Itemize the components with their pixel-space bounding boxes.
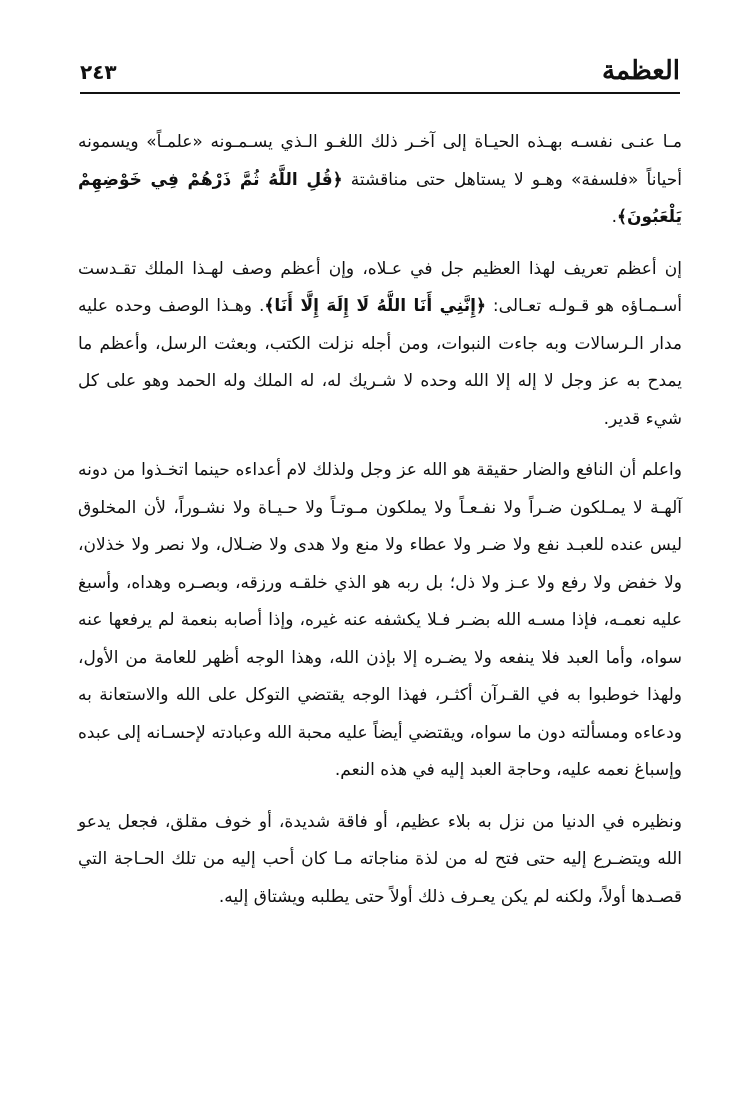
quran-verse: ﴿قُلِ اللَّهُ ثُمَّ ذَرْهُمْ فِي خَوْضِهِمْ يَلْعَبُونَ﴾ bbox=[78, 169, 682, 227]
header-divider bbox=[80, 92, 680, 94]
running-title: العظمة bbox=[602, 56, 680, 86]
text-segment: مـا عنـى نفسـه بهـذه الحيـاة إلى آخـر ذلك اللغـو الـذي يسـمـونه «علمـاً» ويسمونه أحياناً «فلسفة» وهـو لا يستاهل حتى مناقشتة bbox=[78, 132, 683, 190]
paragraph bbox=[78, 452, 682, 790]
text-segment: . bbox=[611, 207, 617, 227]
page-number: ٢٤٣ bbox=[80, 60, 117, 84]
page-header bbox=[80, 50, 680, 96]
page-body bbox=[78, 124, 682, 930]
quran-verse: ﴿إِنَّنِي أَنَا اللَّهُ لَا إِلَهَ إِلَّا أَنَا﴾ bbox=[264, 296, 486, 316]
paragraph bbox=[78, 251, 682, 439]
text-segment: إن أعظم تعريف لهذا العظيم جل في عـلاه، وإن أعظم وصف لهـذا الملك تقـدست أسـمـاؤه هو قـولـه تعـالى: bbox=[78, 258, 682, 316]
text-segment: واعلم أن النافع والضار حقيقة هو الله عز وجل ولذلك لام أعداءه حينما اتخـذوا من دونه آلهـة لا يمـلكون ضـراً ولا نفـعـاً ولا يملكون مـوتـاً ولا حـيـاة ولا نشـوراً، لأن المخلوق ليس عنده للعبـد نفع ولا ضـر ولا عطاء ولا منع ولا هدى ولا ضـلال، ولا نصر ولا خذلان، ولا خفض ولا رفع ولا عـز ولا ذل؛ بل ربه هو الذي خلقـه ورزقه، وبصـره وهداه، وأسبغ عليه نعمـه، فإذا مسـه الله بضـر فـلا يكشفه عنه غيره، وإذا أصابه بنعمة لم يرفعها عنه سواه، وأما العبد فلا ينفعه ولا يضـره إلا بإذن الله، وهذا الوجه أظهر للعامة من الأول، ولهذا خوطبوا به في القـرآن أكثـر، فهذا الوجه يقتضي التوكل على الله والاستعانة به ودعاءه ومسألته دون ما سواه، ويقتضي أيضاً عليه محبة الله وعبادته لإحسـانه إلى عبده وإسباغ نعمه عليه، وحاجة العبد إليه في هذه النعم. bbox=[78, 460, 682, 780]
text-segment: ونظيره في الدنيا من نزل به بلاء عظيم، أو فاقة شديدة، أو خوف مقلق، فجعل يدعو الله ويتضـرع إليه حتى فتح له من لذة مناجاته مـا كان أحب إليه من تلك الحـاجة التي قصـدها أولاً، ولكنه لم يكن يعـرف ذلك أولاً حتى يطلبه ويشتاق إليه. bbox=[78, 811, 682, 907]
text-segment: . وهـذا الوصف وحده عليه مدار الـرسالات وبه جاءت النبوات، ومن أجله نزلت الكتب، وبعثت الرسل، وأعظم ما يمدح به عز وجل لا إله إلا الله وحده لا شـريك له، له الملك وله الحمد وهو على كل شيء قدير. bbox=[78, 296, 682, 429]
paragraph bbox=[78, 804, 682, 917]
paragraph bbox=[78, 124, 682, 237]
